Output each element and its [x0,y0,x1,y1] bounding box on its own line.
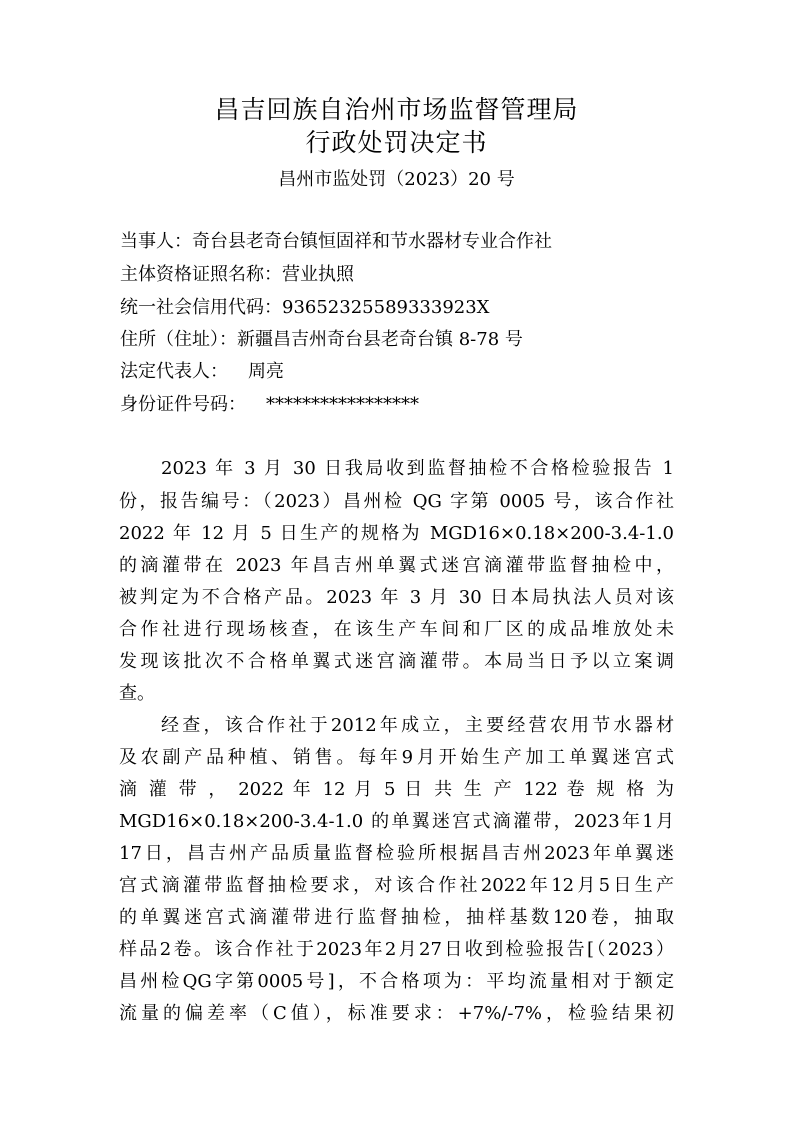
license-value: 营业执照 [282,264,354,285]
legal-rep-row [120,359,720,385]
paragraph-2-line: MGD16×0.18×200-3.4-1.0 的单翼迷宫式滴灌带，2023年1月 [119,811,674,832]
paragraph-1-line: 查。 [119,683,155,704]
paragraph-1-line: 份，报告编号：（2023）昌州检 QG 字第 0005 号，该合作社 [119,491,674,512]
paragraph-2-line: 流量的偏差率（C值），标准要求：+7%/-7%，检验结果初 [119,1003,674,1024]
paragraph-2-line: 及农副产品种植、销售。每年9月开始生产加工单翼迷宫式 [119,747,674,768]
paragraph-2-line: 宫式滴灌带监督抽检要求，对该合作社2022年12月5日生产 [119,875,674,896]
paragraph-1-line: 被判定为不合格产品。2023 年 3 月 30 日本局执法人员对该 [119,587,674,608]
license-row [120,262,720,288]
address-value: 新疆昌吉州奇台县老奇台镇 8-78 号 [237,329,523,350]
legal-rep-label: 法定代表人： [120,361,228,382]
document-number: 昌州市监处罚（2023）20 号 [278,169,515,190]
credit-code-row [120,295,720,321]
credit-code-value: 93652325589333923X [282,297,490,318]
paragraph-1-line: 2023 年 3 月 30 日我局收到监督抽检不合格检验报告 1 [161,458,674,479]
party-name-row [120,229,720,255]
party-name: 奇台县老奇台镇恒固祥和节水器材专业合作社 [192,231,552,252]
paragraph-2-line: 的单翼迷宫式滴灌带进行监督抽检，抽样基数120卷，抽取 [119,907,674,928]
issuing-authority-title: 昌吉回族自治州市场监督管理局 [214,95,579,124]
address-row [120,327,720,353]
license-label: 主体资格证照名称： [120,264,282,285]
id-number-row [120,392,720,418]
legal-rep-value: 周亮 [248,361,284,382]
paragraph-2-line: 昌州检QG字第0005号]，不合格项为：平均流量相对于额定 [119,971,674,992]
paragraph-2-line: 滴 灌 带 ， 2022 年 12 月 5 日 共 生 产 122 卷 规 格 为 [119,779,674,800]
document-type-title: 行政处罚决定书 [305,128,488,157]
id-number-label: 身份证件号码： [120,394,246,415]
paragraph-1-line: 合作社进行现场核查，在该生产车间和厂区的成品堆放处未 [119,619,674,640]
paragraph-2-line: 样品2卷。该合作社于2023年2月27日收到检验报告[（2023） [119,939,674,960]
credit-code-label: 统一社会信用代码： [120,297,282,318]
address-label: 住所（住址）： [120,329,237,350]
paragraph-1-line: 的滴灌带在 2023 年昌吉州单翼式迷宫滴灌带监督抽检中， [119,555,674,576]
id-number-value: ***************** [266,394,419,415]
paragraph-1-line: 2022 年 12 月 5 日生产的规格为 MGD16×0.18×200-3.4-1.0 [119,523,674,544]
paragraph-1-line: 发现该批次不合格单翼式迷宫滴灌带。本局当日予以立案调 [119,651,674,672]
paragraph-2-line: 17日，昌吉州产品质量监督检验所根据昌吉州2023年单翼迷 [119,843,674,864]
paragraph-2-line: 经查，该合作社于2012年成立，主要经营农用节水器材 [161,715,674,736]
party-name-label: 当事人： [120,231,192,252]
